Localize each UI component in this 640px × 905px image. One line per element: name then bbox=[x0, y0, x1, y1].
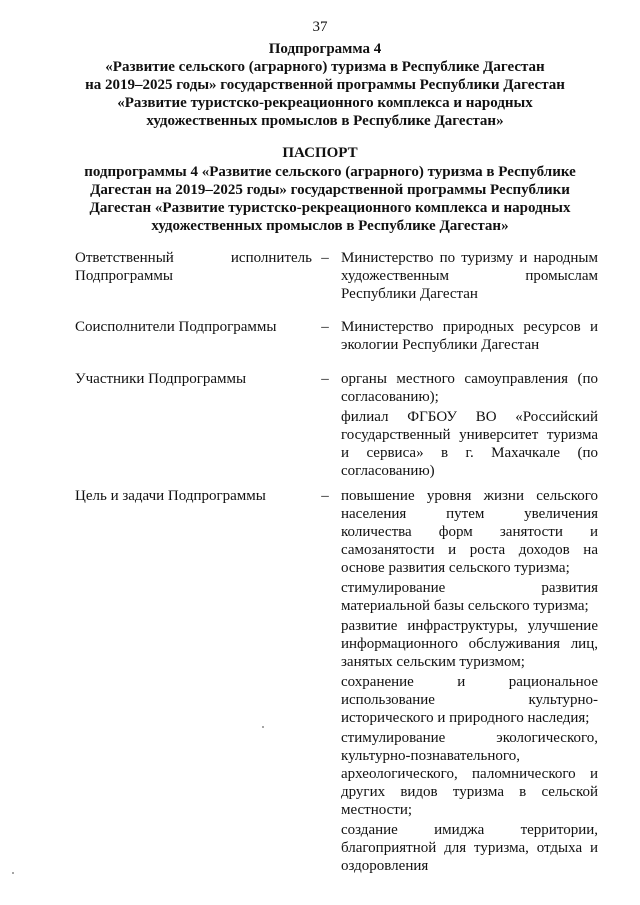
label-word: Подпрограммы bbox=[75, 268, 173, 284]
header-line: Подпрограмма 4 bbox=[268, 41, 382, 57]
value-paragraph: развитие инфраструктуры, улучшение информационного обслуживания лиц, занятых сельским туризмом; bbox=[341, 618, 598, 670]
label-word: исполнитель bbox=[230, 250, 312, 266]
passport-title: ПАСПОРТ bbox=[282, 145, 358, 161]
value-paragraph: филиал ФГБОУ ВО «Российский государственный университет туризма и сервиса» в г. Махачкале (по согласованию) bbox=[341, 409, 598, 479]
row-label: Участники Подпрограммы bbox=[75, 371, 247, 387]
value-paragraph: сохранение и рациональное использование культурно-исторического и природного наследия; bbox=[341, 674, 598, 726]
value-paragraph: стимулирование экологического, культурно-познавательного, археологического, паломнического и других видов туризма в сельской местности; bbox=[341, 730, 598, 818]
row-dash: – bbox=[321, 371, 329, 387]
row-label: Цель и задачи Подпрограммы bbox=[75, 488, 266, 504]
row-label bbox=[75, 249, 312, 285]
row-value bbox=[341, 370, 598, 480]
header-line: «Развитие туристско-рекреационного комплекса и народных bbox=[117, 95, 533, 111]
row-dash: – bbox=[321, 488, 329, 504]
header-line: художественных промыслов в Республике Дагестан» bbox=[146, 113, 504, 129]
subprogram-header bbox=[60, 40, 590, 130]
row-label: Соисполнители Подпрограммы bbox=[75, 319, 277, 335]
value-paragraph: стимулирование развития материальной базы сельского туризма; bbox=[341, 580, 598, 614]
value-paragraph: органы местного самоуправления (по согласованию); bbox=[341, 371, 598, 405]
value-paragraph: повышение уровня жизни сельского населения путем увеличения количества форм занятости и самозанятости и роста доходов на основе развития сельского туризма; bbox=[341, 488, 598, 576]
row-value: Министерство по туризму и народным художественным промыслам Республики Дагестан bbox=[341, 250, 598, 302]
page-number: 37 bbox=[312, 19, 328, 35]
label-word: Ответственный bbox=[75, 250, 174, 266]
row-dash: – bbox=[321, 319, 329, 335]
header-line: на 2019–2025 годы» государственной программы Республики Дагестан bbox=[85, 77, 565, 93]
row-value bbox=[341, 487, 598, 875]
subtitle-line: Дагестан на 2019–2025 годы» государственной программы Республики bbox=[90, 182, 570, 198]
subtitle-line: художественных промыслов в Республике Дагестан» bbox=[151, 218, 509, 234]
header-line: «Развитие сельского (аграрного) туризма в Республике Дагестан bbox=[105, 59, 545, 75]
value-paragraph: создание имиджа территории, благоприятной для туризма, отдыха и оздоровления bbox=[341, 822, 598, 874]
subtitle-line: подпрограммы 4 «Развитие сельского (аграрного) туризма в Республике bbox=[84, 164, 576, 180]
row-value: Министерство природных ресурсов и экологии Республики Дагестан bbox=[341, 319, 598, 353]
passport-subtitle bbox=[70, 163, 590, 235]
subtitle-line: Дагестан «Развитие туристско-рекреационного комплекса и народных bbox=[89, 200, 571, 216]
row-dash: – bbox=[321, 250, 329, 266]
scan-speck bbox=[262, 726, 264, 728]
scan-speck bbox=[12, 872, 14, 874]
